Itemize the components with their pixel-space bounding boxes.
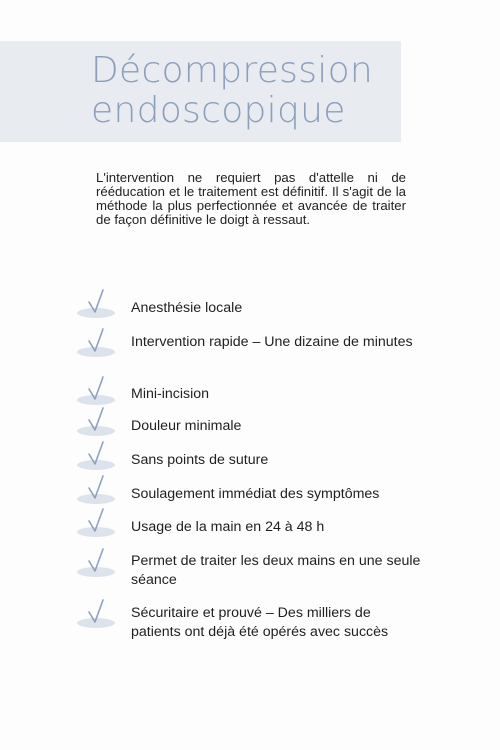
- page-title-line-1: Décompression: [91, 50, 374, 91]
- checkmark-icon: [76, 375, 116, 405]
- benefit-label: Intervention rapide – Une dizaine de minutes: [131, 334, 413, 350]
- benefit-label: Mini-incision: [131, 386, 210, 402]
- benefit-label: Douleur minimale: [131, 418, 242, 434]
- checkmark-icon: [76, 507, 116, 537]
- checkmark-icon: [76, 406, 116, 436]
- benefit-label: Soulagement immédiat des symptômes: [131, 486, 380, 502]
- checkmark-icon: [76, 547, 116, 577]
- checkmark-icon: [76, 598, 116, 628]
- benefit-label: Sans points de suture: [131, 452, 269, 468]
- checkmark-icon: [76, 440, 116, 470]
- page-title-line-2: endoscopique: [91, 90, 346, 131]
- page-title: [91, 51, 373, 131]
- checkmark-icon: [76, 474, 116, 504]
- checkmark-icon: [76, 327, 116, 357]
- checkmark-icon: [76, 288, 116, 318]
- benefit-label: Usage de la main en 24 à 48 h: [131, 519, 325, 535]
- intro-paragraph: L'intervention ne requiert pas d'attelle ni de rééducation et le traitement est définitif. Il s'agit de la méthode la plus perfectionnée et avancée de traiter de façon définitive le doigt à ressaut.: [96, 170, 406, 227]
- benefit-label: Anesthésie locale: [131, 300, 243, 316]
- benefit-label: Permet de traiter les deux mains en une seule séance: [131, 553, 421, 588]
- benefit-label: Sécuritaire et prouvé – Des milliers de patients ont déjà été opérés avec succès: [131, 605, 389, 640]
